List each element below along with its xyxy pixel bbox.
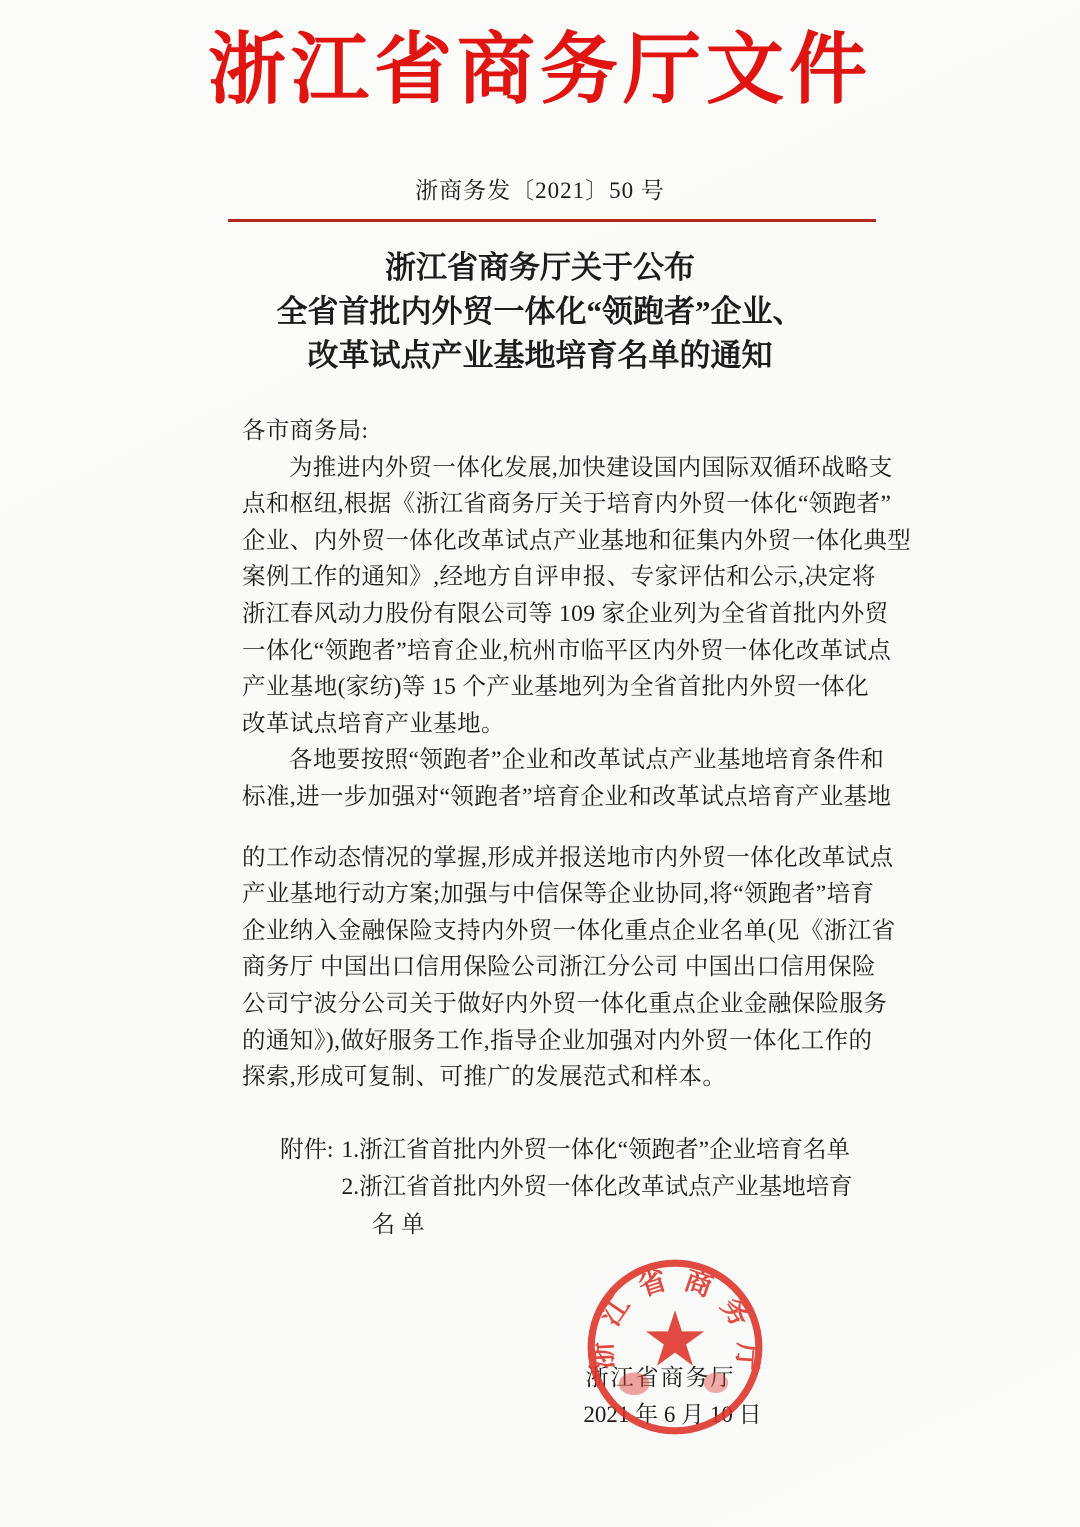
body-line: 的通知》),做好服务工作,指导企业加强对内外贸一体化工作的 xyxy=(242,1027,873,1054)
signing-date: 2021 年 6 月 10 日 xyxy=(583,1402,762,1427)
document-body xyxy=(242,413,912,1244)
paragraph-gap xyxy=(242,816,860,840)
attachment-items xyxy=(342,1132,853,1245)
notice-title-line-2: 全省首批内外贸一体化“领跑者”企业、 xyxy=(276,294,804,329)
body-line: 产业基地行动方案;加强与中信保等企业协同,将“领跑者”培育 xyxy=(242,881,875,908)
body-line: 产业基地(家纺)等 15 个产业基地列为全省首批内外贸一体化 xyxy=(242,674,869,701)
red-letterhead-title: 浙江省商务厅文件 xyxy=(207,26,872,113)
official-seal-stamp xyxy=(583,1255,767,1439)
attachment-item-2-continuation: 名单 xyxy=(371,1211,431,1238)
body-line: 点和枢纽,根据《浙江省商务厅关于培育内外贸一体化“领跑者” xyxy=(242,491,892,518)
notice-title xyxy=(0,246,1080,378)
body-line: 企业、内外贸一体化改革试点产业基地和征集内外贸一体化典型 xyxy=(242,527,912,554)
attachment-block xyxy=(242,1132,860,1245)
attachment-label: 附件: xyxy=(280,1136,334,1163)
body-line: 案例工作的通知》,经地方自评申报、专家评估和公示,决定将 xyxy=(242,564,876,591)
body-line: 商务厅 中国出口信用保险公司浙江分公司 中国出口信用保险 xyxy=(242,954,876,981)
seal-smudge xyxy=(704,1373,729,1393)
seal-arc-text: 浙江省商务厅 xyxy=(586,1263,765,1372)
body-line: 一体化“领跑者”培育企业,杭州市临平区内外贸一体化改革试点 xyxy=(242,637,892,664)
body-line: 标准,进一步加强对“领跑者”培育企业和改革试点培育产业基地 xyxy=(242,783,892,810)
notice-title-line-1: 浙江省商务厅关于公布 xyxy=(385,250,695,285)
document-number: 浙商务发〔2021〕50 号 xyxy=(415,178,665,203)
salutation: 各市商务局: xyxy=(242,418,369,444)
body-line: 公司宁波分公司关于做好内外贸一体化重点企业金融保险服务 xyxy=(242,990,888,1017)
body-line: 的工作动态情况的掌握,形成并报送地市内外贸一体化改革试点 xyxy=(242,844,894,871)
red-divider-line xyxy=(228,219,876,222)
seal-smudge xyxy=(619,1373,650,1395)
body-line: 探索,形成可复制、可推广的发展范式和样本。 xyxy=(242,1064,727,1091)
star-icon xyxy=(646,1310,704,1366)
body-line: 改革试点培育产业基地。 xyxy=(242,710,505,737)
notice-title-line-3: 改革试点产业基地培育名单的通知 xyxy=(307,338,773,373)
attachment-item-1: 1.浙江省首批内外贸一体化“领跑者”企业培育名单 xyxy=(341,1136,851,1163)
body-line: 为推进内外贸一体化发展,加快建设国内国际双循环战略支 xyxy=(289,454,893,481)
signing-agency: 浙江省商务厅 xyxy=(585,1365,736,1390)
body-line: 企业纳入金融保险支持内外贸一体化重点企业名单(见《浙江省 xyxy=(242,917,896,944)
body-line: 各地要按照“领跑者”企业和改革试点产业基地培育条件和 xyxy=(289,747,885,774)
body-line: 浙江春风动力股份有限公司等 109 家企业列为全省首批内外贸 xyxy=(242,600,889,627)
attachment-item-2: 2.浙江省首批内外贸一体化改革试点产业基地培育 xyxy=(341,1174,853,1201)
